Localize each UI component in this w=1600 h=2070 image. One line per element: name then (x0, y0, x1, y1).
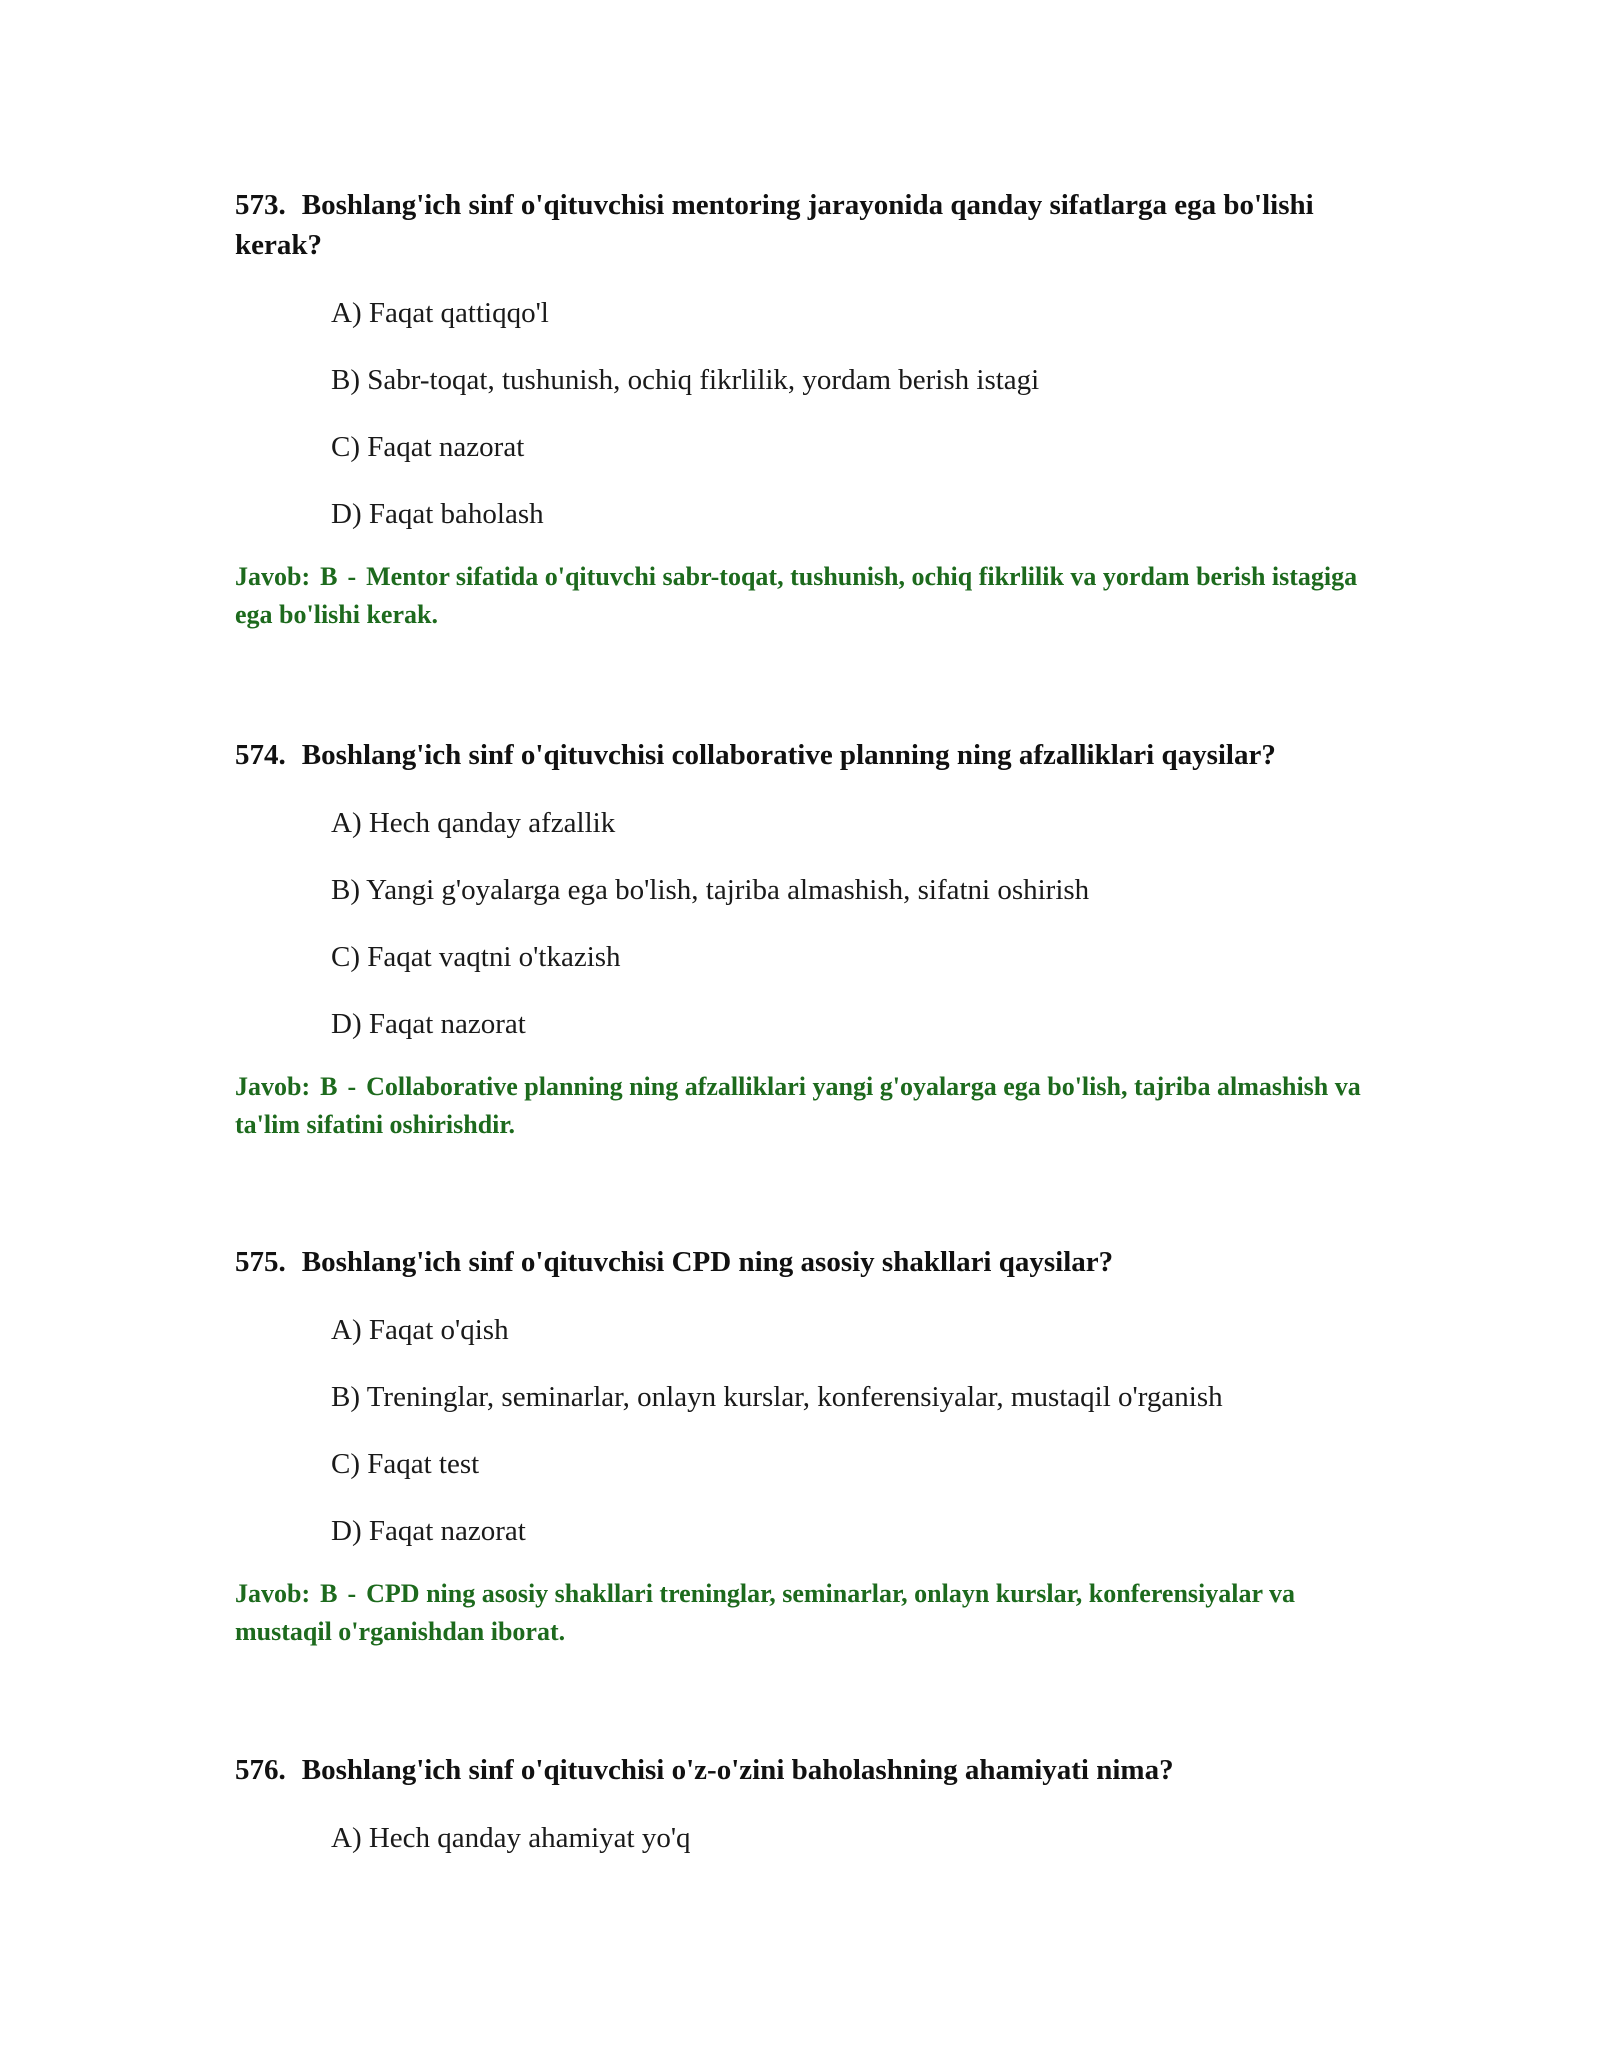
option-c: C) Faqat vaqtni o'tkazish (331, 941, 621, 973)
options-list (235, 1818, 1365, 1858)
question-title (235, 735, 1365, 775)
option-c: C) Faqat test (331, 1448, 480, 1480)
answer-text: Collaborative planning ning afzalliklari yangi g'oyalarga ega bo'lish, tajriba almashish va ta'lim sifatini oshirishdir. (235, 1072, 1361, 1139)
answer-explanation (235, 1575, 1365, 1651)
option-d: D) Faqat baholash (331, 498, 544, 530)
option-b: B) Treninglar, seminarlar, onlayn kurslar, konferensiyalar, mustaqil o'rganish (331, 1381, 1223, 1413)
question-text: Boshlang'ich sinf o'qituvchisi CPD ning asosiy shakllari qaysilar? (301, 1246, 1114, 1278)
question-title (235, 1750, 1365, 1790)
option-c: C) Faqat nazorat (331, 431, 525, 463)
question-number: 574. (235, 739, 286, 771)
question-576 (235, 1750, 1365, 1858)
options-list (235, 293, 1365, 534)
question-number: 573. (235, 189, 286, 221)
answer-dash: - (347, 1579, 357, 1608)
answer-text: Mentor sifatida o'qituvchi sabr-toqat, tushunish, ochiq fikrlilik va yordam berish istagiga ega bo'lishi kerak. (235, 562, 1358, 629)
answer-label: Javob: (235, 562, 311, 591)
option-a: A) Faqat o'qish (331, 1314, 509, 1346)
question-title (235, 1242, 1365, 1282)
question-text: Boshlang'ich sinf o'qituvchisi collaborative planning ning afzalliklari qaysilar? (301, 739, 1276, 771)
question-text: Boshlang'ich sinf o'qituvchisi mentoring jarayonida qanday sifatlarga ega bo'lishi kerak? (235, 189, 1314, 261)
question-number: 575. (235, 1246, 286, 1278)
answer-explanation (235, 1068, 1365, 1144)
option-b: B) Sabr-toqat, tushunish, ochiq fikrlilik, yordam berish istagi (331, 364, 1040, 396)
answer-letter: B (320, 1072, 338, 1101)
option-a: A) Hech qanday afzallik (331, 807, 616, 839)
question-573 (235, 185, 1365, 634)
question-title (235, 185, 1365, 265)
option-d: D) Faqat nazorat (331, 1008, 526, 1040)
question-575 (235, 1242, 1365, 1651)
answer-dash: - (347, 1072, 357, 1101)
answer-dash: - (347, 562, 357, 591)
question-574 (235, 735, 1365, 1144)
answer-text: CPD ning asosiy shakllari treninglar, seminarlar, onlayn kurslar, konferensiyalar va mustaqil o'rganishdan iborat. (235, 1579, 1296, 1646)
answer-letter: B (320, 1579, 338, 1608)
option-d: D) Faqat nazorat (331, 1515, 526, 1547)
answer-label: Javob: (235, 1072, 311, 1101)
option-b: B) Yangi g'oyalarga ega bo'lish, tajriba almashish, sifatni oshirish (331, 874, 1090, 906)
option-a: A) Faqat qattiqqo'l (331, 297, 549, 329)
options-list (235, 1310, 1365, 1551)
options-list (235, 803, 1365, 1044)
question-text: Boshlang'ich sinf o'qituvchisi o'z-o'zini baholashning ahamiyati nima? (301, 1754, 1174, 1786)
question-number: 576. (235, 1754, 286, 1786)
answer-explanation (235, 558, 1365, 634)
option-a: A) Hech qanday ahamiyat yo'q (331, 1822, 691, 1854)
answer-label: Javob: (235, 1579, 311, 1608)
answer-letter: B (320, 562, 338, 591)
